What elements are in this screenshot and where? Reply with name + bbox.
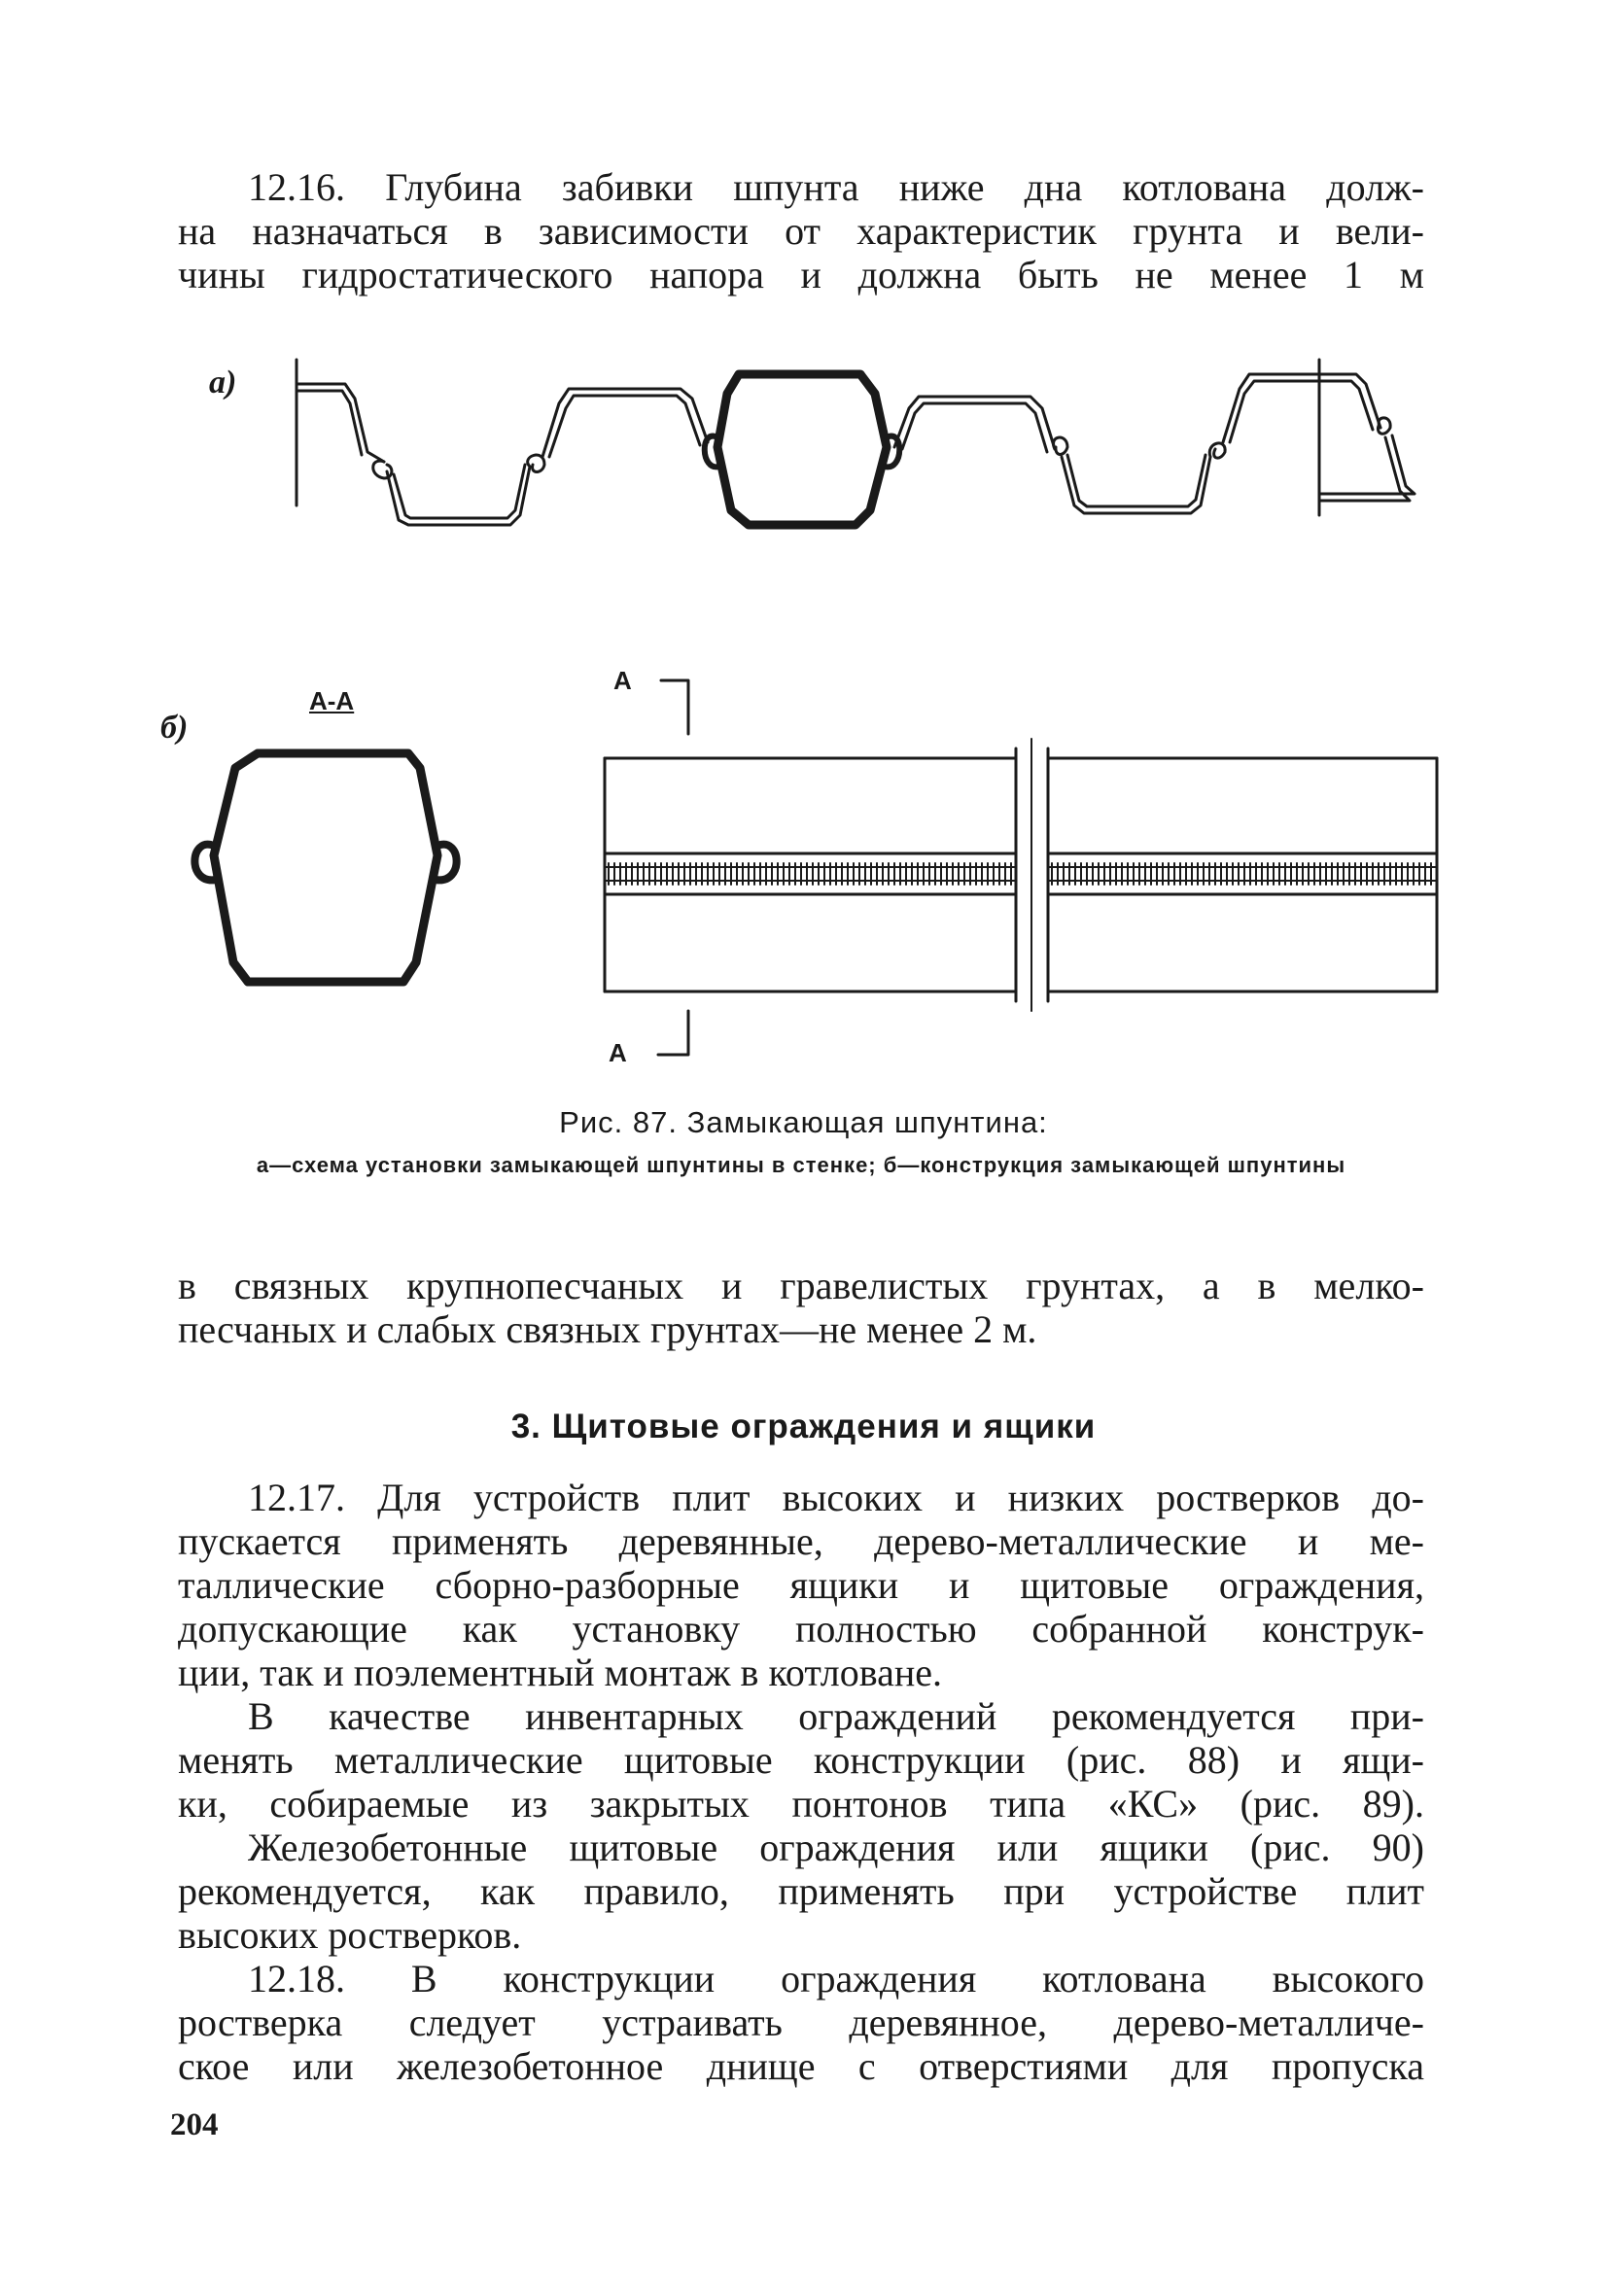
text-line: ское или железобетонное днище с отверстиями для пропуска [178,2044,1424,2088]
closing-pile-elevation [605,739,1437,1011]
sheet-pile-wall-scheme [297,360,1415,525]
paragraph-12-17 [178,1476,1424,1694]
closing-pile-a [717,374,887,525]
text-line: Железобетонные щитовые ограждения или ящики (рис. 90) [248,1826,1424,1869]
weld-hatch-marks [609,863,1431,885]
text-line: 12.18. В конструкции ограждения котлована высокого [248,1957,1424,2000]
text-line: песчаных и слабых связных грунтах—не менее 2 м. [178,1307,1037,1351]
text-line: таллические сборно-разборные ящики и щитовые ограждения, [178,1563,1424,1607]
closing-pile-section [214,753,437,982]
text-line: ции, так и поэлементный монтаж в котловане. [178,1651,943,1694]
figure-label-b: б) [160,710,189,746]
section-heading: 3. Щитовые ограждения и ящики [510,1408,1097,1445]
figure-caption-title: Рис. 87. Замыкающая шпунтина: [559,1105,1048,1139]
figure-caption-body: а—схема установки замыкающей шпунтины в стенке; б—конструкция замыкающей шпунтины [256,1153,1346,1177]
text-line: 12.17. Для устройств плит высоких и низких ростверков до- [248,1476,1424,1519]
text-line: на назначаться в зависимости от характеристик грунта и вели- [178,209,1424,253]
paragraph-inventory-fencing [178,1694,1424,1826]
figure-label-a: а) [209,365,237,400]
text-line: чины гидростатического напора и должна быть не менее 1 м [178,253,1424,296]
text-line: допускающие как установку полностью собранной конструк- [178,1607,1424,1651]
paragraph-reinforced-concrete [178,1826,1424,1957]
paragraph-continued [178,1264,1424,1351]
cut-mark-bottom: А [609,1038,627,1067]
closing-pile-locks-a [705,436,900,468]
text-line: ростверка следует устраивать деревянное, дерево-металличе- [178,2000,1424,2044]
text-line: высоких ростверков. [178,1913,522,1957]
page-number: 204 [170,2107,219,2142]
text-line: ки, собираемые из закрытых понтонов типа «КС» (рис. 89). [178,1782,1424,1826]
section-label: А-А [309,686,355,715]
text-line: рекомендуется, как правило, применять при устройстве плит [178,1869,1424,1913]
closing-pile-locks-b [194,845,456,881]
paragraph-12-18 [178,1957,1424,2088]
text-line: менять металлические щитовые конструкции (рис. 88) и ящи- [178,1738,1424,1782]
cut-mark-top: А [613,666,632,695]
text-line: В качестве инвентарных ограждений рекомендуется при- [248,1694,1424,1738]
text-line: 12.16. Глубина забивки шпунта ниже дна котлована долж- [248,165,1424,209]
weld-seam-hatching [605,867,1437,881]
text-line: пускается применять деревянные, дерево-металлические и ме- [178,1519,1424,1563]
text-line: в связных крупнопесчаных и гравелистых грунтах, а в мелко- [178,1264,1424,1307]
